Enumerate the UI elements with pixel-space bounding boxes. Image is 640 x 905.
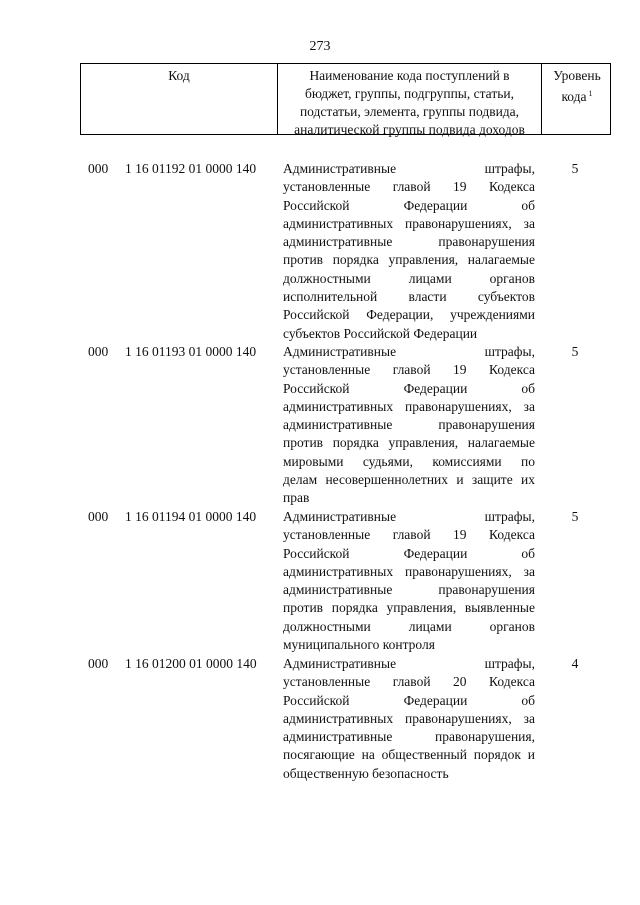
- admin-code: 000: [88, 656, 109, 671]
- name-line: посягающие на общественный порядок и: [283, 747, 535, 763]
- name-line: делам несовершеннолетних и защите их: [283, 472, 535, 488]
- name-line: административных правонарушениях, за: [283, 563, 535, 579]
- name-line: общественную безопасность: [283, 765, 449, 781]
- name-line: Административные штрафы,: [283, 509, 535, 524]
- header-name-line: бюджет, группы, подгруппы, статьи,: [305, 86, 514, 101]
- admin-code: 000: [88, 161, 109, 176]
- name-line: Российской Федерации об: [283, 197, 535, 213]
- page-number: 273: [309, 39, 331, 54]
- name-line: исполнительной власти субъектов: [283, 289, 535, 305]
- name-line: Российской Федерации, учреждениями: [283, 307, 535, 323]
- name-line: административных правонарушениях, за: [283, 710, 535, 726]
- header-level-line: Уровень: [553, 68, 601, 83]
- name-line: административных правонарушениях, за: [283, 398, 535, 414]
- name-line: Административные штрафы,: [283, 161, 535, 176]
- income-code: 1 16 01194 01 0000 140: [125, 509, 257, 524]
- name-line: установленные главой 19 Кодекса: [283, 362, 535, 378]
- header-level: [542, 64, 612, 134]
- income-code: 1 16 01200 01 0000 140: [125, 656, 257, 671]
- name-line: прав: [283, 490, 310, 506]
- header-name-line: Наименование кода поступлений в: [309, 68, 510, 83]
- name-line: установленные главой 20 Кодекса: [283, 674, 535, 690]
- name-line: против порядка управления, выявленные: [283, 600, 535, 616]
- name-line: административные правонарушения: [283, 417, 535, 433]
- name-line: установленные главой 19 Кодекса: [283, 527, 535, 543]
- footnote-marker: 1: [588, 89, 593, 98]
- name-line: Административные штрафы,: [283, 656, 535, 671]
- name-line: должностными лицами органов: [283, 618, 535, 634]
- name-line: установленные главой 19 Кодекса: [283, 179, 535, 195]
- name-line: против порядка управления, налагаемые: [283, 435, 535, 451]
- level-value: 5: [571, 161, 579, 176]
- name-line: Российской Федерации об: [283, 545, 535, 561]
- name-line: муниципального контроля: [283, 637, 435, 653]
- name-line: административные правонарушения: [283, 234, 535, 250]
- income-code: 1 16 01192 01 0000 140: [125, 161, 257, 176]
- header-name-line: подстатьи, элемента, группы подвида,: [299, 104, 520, 119]
- name-line: административные правонарушения: [283, 582, 535, 598]
- admin-code: 000: [88, 509, 109, 524]
- header-name: [278, 64, 542, 137]
- name-line: административные правонарушения,: [283, 729, 535, 745]
- name-line: Российской Федерации об: [283, 380, 535, 396]
- income-name: [283, 655, 535, 783]
- income-name: [283, 160, 535, 343]
- header-level-line: [542, 85, 612, 106]
- income-name: [283, 343, 535, 508]
- table-header: [80, 63, 611, 135]
- name-line: должностными лицами органов: [283, 270, 535, 286]
- level-value: 5: [571, 509, 579, 524]
- name-line: против порядка управления, налагаемые: [283, 252, 535, 268]
- income-code: 1 16 01193 01 0000 140: [125, 344, 257, 359]
- level-value: 5: [571, 344, 579, 359]
- header-level-word: кода: [561, 89, 587, 104]
- income-name: [283, 508, 535, 654]
- name-line: Российской Федерации об: [283, 692, 535, 708]
- level-value: 4: [571, 656, 579, 671]
- name-line: административных правонарушениях, за: [283, 215, 535, 231]
- name-line: Административные штрафы,: [283, 344, 535, 359]
- name-line: мировыми судьями, комиссиями по: [283, 453, 535, 469]
- header-name-line: аналитической группы подвида доходов: [294, 122, 525, 137]
- admin-code: 000: [88, 344, 109, 359]
- header-code: Код: [81, 64, 278, 134]
- name-line: субъектов Российской Федерации: [283, 325, 478, 341]
